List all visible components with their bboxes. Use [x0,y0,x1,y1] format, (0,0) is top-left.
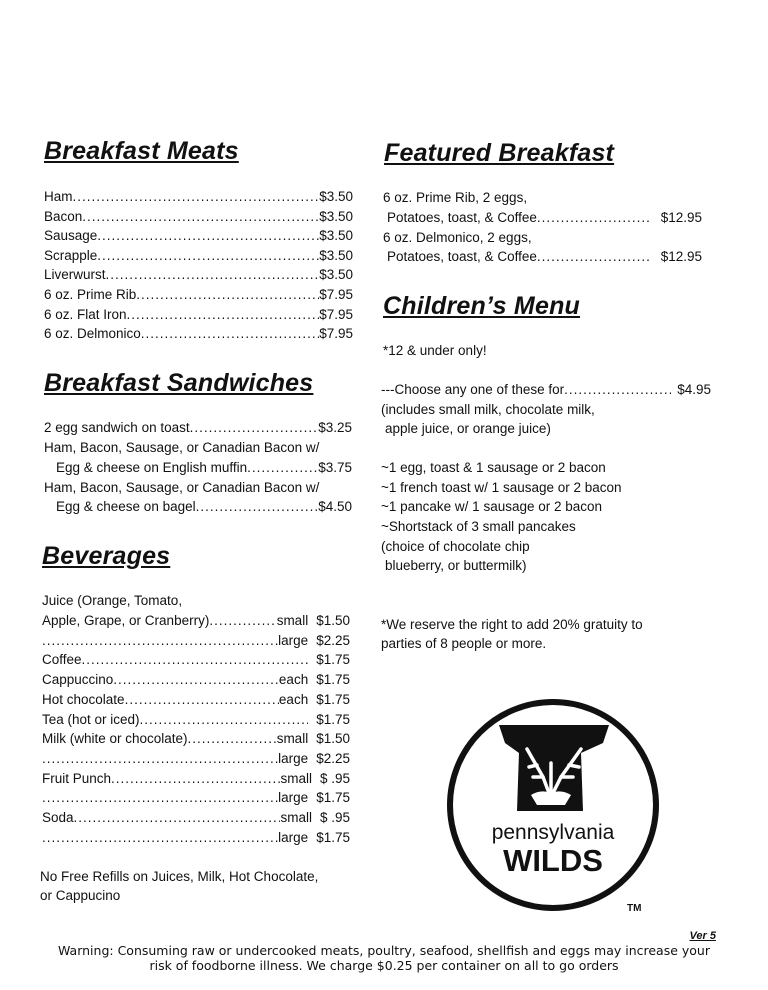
item-price: $7.95 [319,287,353,302]
menu-item [42,769,350,789]
item-name: Ham [44,189,73,204]
item-name: Potatoes, toast, & Coffee [387,210,537,225]
item-name: Milk (white or chocolate) [42,731,188,747]
menu-item [42,788,350,808]
item-size [308,710,316,730]
menu-item-description: (choice of chocolate chip [381,539,530,554]
item-size: each [278,691,309,707]
menu-item [44,246,353,266]
menu-item [42,828,350,848]
menu-item-description: blueberry, or buttermilk) [385,558,527,573]
menu-item [42,670,350,690]
menu-item [42,690,350,710]
menu-item-description: apple juice, or orange juice) [385,421,551,436]
item-name: 2 egg sandwich on toast [44,420,190,435]
menu-item [56,497,352,517]
item-size: small [280,770,312,786]
item-size: small [280,810,312,825]
menu-item [56,458,352,478]
item-name: ---Choose any one of these for [381,382,565,397]
childrens-menu-heading: Children’s Menu [383,292,581,320]
item-price: $1.75 [316,790,350,806]
item-name: Tea (hot or iced) [42,711,140,727]
gratuity-note-cont: parties of 8 people or more. [381,636,547,651]
menu-item [44,265,353,285]
childrens-option: ~1 french toast w/ 1 sausage or 2 bacon [381,479,622,495]
item-size: small [276,613,309,628]
menu-item [387,208,702,228]
item-name: 6 oz. Prime Rib [44,287,137,302]
item-price: $1.75 [316,691,350,707]
item-price: $1.75 [316,652,350,668]
menu-item [44,305,353,325]
item-price: $7.95 [319,326,353,342]
menu-item [42,808,350,828]
menu-item-description: 6 oz. Delmonico, 2 eggs, [383,230,532,245]
item-price: $1.50 [316,613,350,628]
item-name: Liverwurst [44,267,106,283]
item-price: $ .95 [319,770,350,786]
item-price: $4.50 [318,499,352,514]
menu-item-description: (includes small milk, chocolate milk, [381,402,595,417]
menu-item [44,187,353,207]
refill-note: No Free Refills on Juices, Milk, Hot Chocolate, [40,869,319,884]
item-price: $3.50 [319,228,353,244]
menu-item-description: Juice (Orange, Tomato, [42,593,183,608]
item-price: $3.50 [319,208,353,224]
version-label: Ver 5 [689,930,716,942]
item-size: small [276,731,309,747]
item-name: 6 oz. Delmonico [44,326,141,342]
item-price: $3.50 [319,267,353,283]
item-price: $1.75 [316,672,350,688]
item-name: Fruit Punch [42,770,112,786]
age-note: *12 & under only! [383,343,487,358]
gratuity-note: *We reserve the right to add 20% gratuity to [381,617,643,632]
item-name: Egg & cheese on English muffin [56,460,248,475]
menu-item [44,285,353,305]
item-name: Soda [42,810,74,825]
breakfast-meats-heading: Breakfast Meats [44,137,239,165]
menu-item [44,207,353,227]
item-price: $ .95 [319,810,350,825]
item-price: $1.75 [316,829,350,845]
item-name: Coffee [42,652,82,668]
item-price: $1.50 [316,731,350,747]
item-price: $3.25 [318,420,352,435]
item-price: $2.25 [316,632,350,648]
item-price: $3.50 [319,189,353,204]
item-name: Apple, Grape, or Cranberry) [42,613,210,628]
childrens-option: ~Shortstack of 3 small pancakes [381,518,576,534]
item-price: $1.75 [316,711,350,727]
logo-tm: TM [627,903,642,914]
logo-line2: WILDS [503,843,603,878]
item-name: Sausage [44,228,98,244]
item-size: large [278,829,309,845]
logo-line1: pennsylvania [491,821,615,844]
menu-item [44,226,353,246]
item-name: Hot chocolate [42,691,125,707]
item-size: large [278,790,309,806]
item-name: Cappuccino [42,672,114,688]
item-name: Scrapple [44,247,98,263]
featured-breakfast-heading: Featured Breakfast [384,139,615,167]
item-size: large [278,750,309,766]
menu-item [381,380,711,400]
item-size: large [278,632,309,648]
menu-item [42,749,350,769]
menu-item [44,418,352,438]
warning-line2: risk of foodborne illness. We charge $0.25 per container on all to go orders [149,958,619,973]
beverages-heading: Beverages [42,542,171,570]
breakfast-sandwiches-heading: Breakfast Sandwiches [44,369,314,397]
menu-item [42,710,350,730]
item-price: $12.95 [660,210,702,225]
childrens-option: ~1 pancake w/ 1 sausage or 2 bacon [381,499,603,515]
item-price: $4.95 [677,382,711,397]
item-name: Potatoes, toast, & Coffee [387,249,537,264]
item-price: $2.25 [316,750,350,766]
menu-item-description: 6 oz. Prime Rib, 2 eggs, [383,190,528,205]
menu-item [42,729,350,749]
item-price: $7.95 [319,306,353,322]
menu-item [387,247,702,267]
menu-item-description: Ham, Bacon, Sausage, or Canadian Bacon w/ [44,440,320,455]
item-size: each [278,672,309,688]
menu-item [42,611,350,631]
item-price: $3.75 [318,460,352,475]
item-price: $12.95 [660,249,702,264]
menu-item [42,650,350,670]
pennsylvania-wilds-logo [431,693,675,917]
item-name: Egg & cheese on bagel [56,499,196,514]
menu-item [44,324,353,344]
menu-item [42,631,350,651]
item-name: 6 oz. Flat Iron [44,306,127,322]
item-name: Bacon [44,208,83,224]
childrens-option: ~1 egg, toast & 1 sausage or 2 bacon [381,460,606,475]
item-price: $3.50 [319,247,353,263]
refill-note-cont: or Cappucino [40,888,121,903]
item-size [308,650,316,670]
menu-item-description: Ham, Bacon, Sausage, or Canadian Bacon w/ [44,480,320,495]
warning-line1: Warning: Consuming raw or undercooked meats, poultry, seafood, shellfish and eggs may increase your [58,943,710,958]
